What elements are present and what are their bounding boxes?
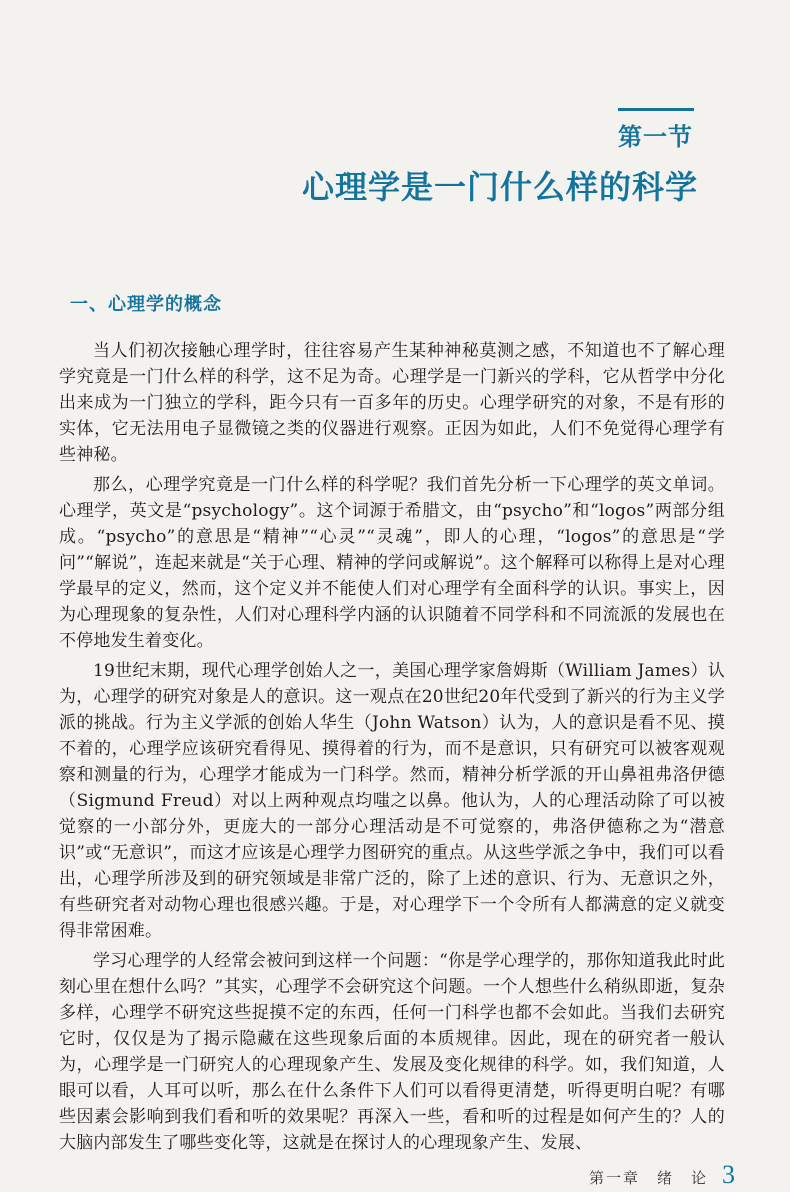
section-label-block (618, 108, 694, 152)
paragraph: 学习心理学的人经常会被问到这样一个问题：“你是学心理学的，那你知道我此时此刻心里在想什么吗？”其实，心理学不会研究这个问题。一个人想些什么稍纵即逝，复杂多样，心理学不研究这些捉摸不定的东西，任何一门科学也都不会如此。当我们去研究它时，仅仅是为了揭示隐藏在这些现象后面的本质规律。因此，现在的研究者一般认为，心理学是一门研究人的心理现象产生、发展及变化规律的科学。如，我们知道，人眼可以看，人耳可以听，那么在什么条件下人们可以看得更清楚，听得更明白呢？有哪些因素会影响到我们看和听的效果呢？再深入一些，看和听的过程是如何产生的？人的大脑内部发生了哪些变化等，这就是在探讨人的心理现象产生、发展、 (59, 951, 725, 1153)
chapter-label: 第一章 绪 论 (588, 1169, 708, 1187)
page-footer (589, 1160, 735, 1190)
body-text (59, 338, 725, 1160)
page-number: 3 (722, 1160, 735, 1189)
section-label: 第一节 (618, 123, 693, 151)
paragraph: 那么，心理学究竟是一门什么样的科学呢？我们首先分析一下心理学的英文单词。心理学，英文是“psychology”。这个词源于希腊文，由“psycho”和“logos”两部分组成。“psycho”的意思是“精神”“心灵”“灵魂”，即人的心理，“logos”的意思是“学问”“解说”，连起来就是“关于心理、精神的学问或解说”。这个解释可以称得上是对心理学最早的定义，然而，这个定义并不能使人们对心理学有全面科学的认识。事实上，因为心理现象的复杂性，人们对心理科学内涵的认识随着不同学科和不同流派的发展也在不停地发生着变化。 (59, 475, 725, 651)
paragraph: 19世纪末期，现代心理学创始人之一，美国心理学家詹姆斯（William James）认为，心理学的研究对象是人的意识。这一观点在20世纪20年代受到了新兴的行为主义学派的挑战。行为主义学派的创始人华生（John Watson）认为，人的意识是看不见、摸不着的，心理学应该研究看得见、摸得着的行为，而不是意识，只有研究可以被客观观察和测量的行为，心理学才能成为一门科学。然而，精神分析学派的开山鼻祖弗洛伊德（Sigmund Freud）对以上两种观点均嗤之以鼻。他认为，人的心理活动除了可以被觉察的一小部分外，更庞大的一部分心理活动是不可觉察的，弗洛伊德称之为“潜意识”或“无意识”，而这才应该是心理学力图研究的重点。从这些学派之争中，我们可以看出，心理学所涉及到的研究领域是非常广泛的，除了上述的意识、行为、无意识之外，有些研究者对动物心理也很感兴趣。于是，对心理学下一个令所有人都满意的定义就变得非常困难。 (59, 661, 725, 941)
subheading: 一、心理学的概念 (70, 294, 222, 315)
paragraph: 当人们初次接触心理学时，往往容易产生某种神秘莫测之感，不知道也不了解心理学究竟是一门什么样的科学，这不足为奇。心理学是一门新兴的学科，它从哲学中分化出来成为一门独立的学科，距今只有一百多年的历史。心理学研究的对象，不是有形的实体，它无法用电子显微镜之类的仪器进行观察。正因为如此，人们不免觉得心理学有些神秘。 (59, 341, 725, 465)
section-title: 心理学是一门什么样的科学 (301, 168, 698, 206)
